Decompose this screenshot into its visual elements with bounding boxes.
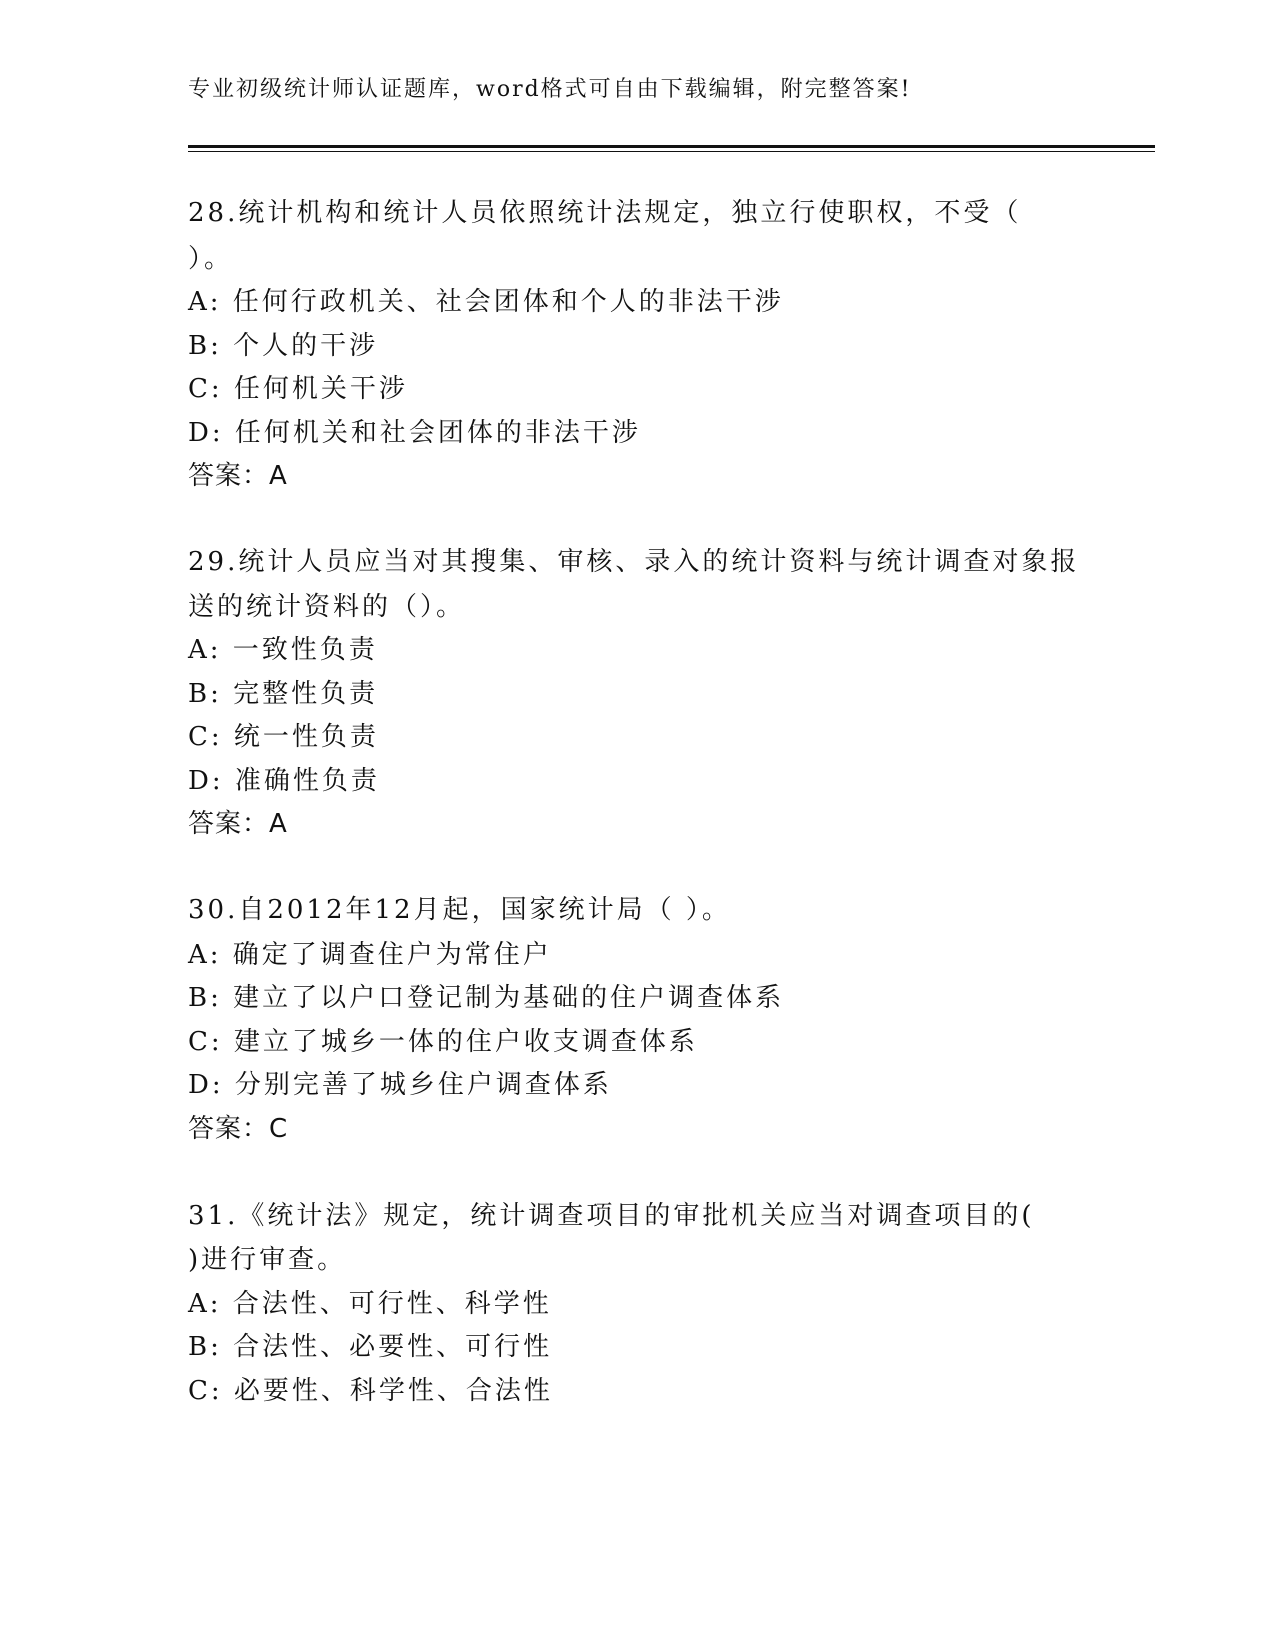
option-b: B: 建立了以户口登记制为基础的住户调查体系	[188, 983, 785, 1013]
question-stem-continued: 送的统计资料的（）。	[188, 592, 466, 622]
option-b: B: 合法性、必要性、可行性	[188, 1332, 553, 1362]
question-stem: 29.统计人员应当对其搜集、审核、录入的统计资料与统计调查对象报	[188, 547, 1080, 577]
answer: 答案：C	[188, 1114, 289, 1144]
page-header: 专业初级统计师认证题库，word格式可自由下载编辑，附完整答案!	[188, 77, 912, 102]
question-stem-continued: )进行审查。	[188, 1245, 347, 1275]
option-d: D: 分别完善了城乡住户调查体系	[188, 1070, 612, 1100]
option-b: B: 完整性负责	[188, 679, 379, 709]
option-a: A: 确定了调查住户为常住户	[188, 940, 552, 970]
option-a: A: 一致性负责	[188, 635, 378, 665]
option-c: C: 必要性、科学性、合法性	[188, 1376, 553, 1406]
option-c: C: 统一性负责	[188, 722, 379, 752]
question-stem-continued: ）。	[188, 244, 234, 274]
option-a: A: 任何行政机关、社会团体和个人的非法干涉	[188, 287, 784, 317]
answer: 答案：A	[188, 461, 288, 491]
option-b: B: 个人的干涉	[188, 331, 379, 361]
option-a: A: 合法性、可行性、科学性	[188, 1289, 552, 1319]
option-c: C: 任何机关干涉	[188, 374, 408, 404]
answer: 答案：A	[188, 809, 288, 839]
question-stem: 28.统计机构和统计人员依照统计法规定，独立行使职权，不受（	[188, 198, 1022, 228]
option-c: C: 建立了城乡一体的住户收支调查体系	[188, 1027, 698, 1057]
header-divider	[188, 145, 1155, 152]
question-stem: 31.《统计法》规定，统计调查项目的审批机关应当对调查项目的(	[188, 1201, 1035, 1231]
option-d: D: 任何机关和社会团体的非法干涉	[188, 418, 641, 448]
option-d: D: 准确性负责	[188, 766, 380, 796]
question-stem: 30.自2012年12月起，国家统计局（ ）。	[188, 895, 731, 925]
